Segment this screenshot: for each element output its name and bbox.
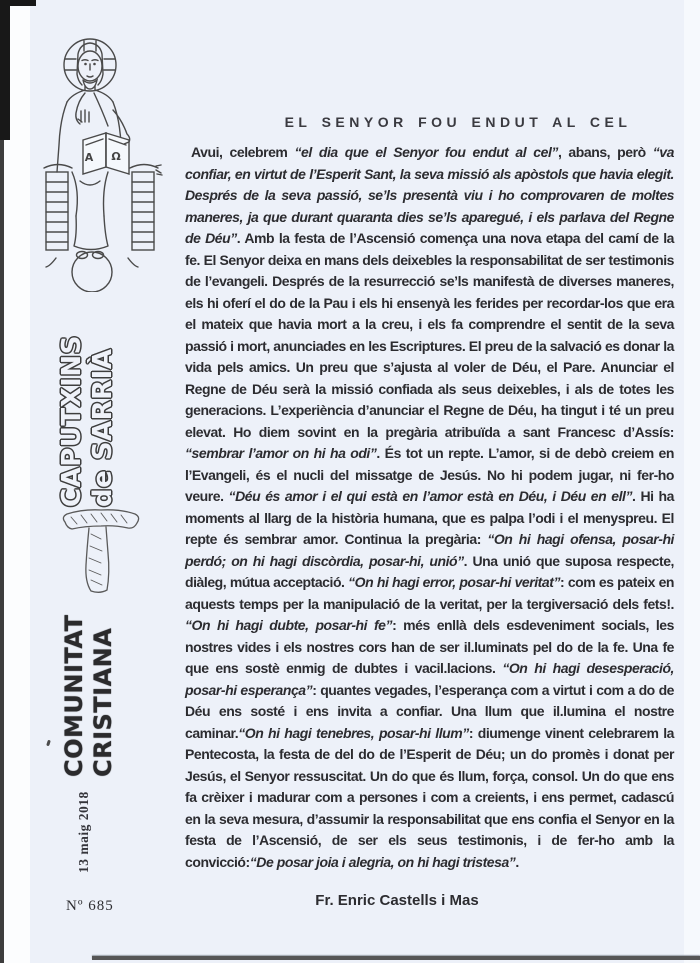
scan-speck [46,740,51,747]
omega-glyph: Ω [111,150,121,163]
scan-right-strip [684,0,700,963]
quoted-text: “sembrar l’amor on hi ha odi” [185,445,377,461]
body-text: : més enllà dels esdeveniment socials, les nostres vides i els nostres cors han de ser il.luminats pel do de la fe. Una fe que ens sostè enmig de dubtes i vacil.lacions. [185,617,674,676]
caputxins-de-sarria-logo [57,325,119,507]
body-text: : com es pateix en aquests temps per la manipulació de la veritat, per la tergiversació dels fets!. [185,574,675,612]
body-text: . Una unió que suposa respecte, diàleg, mútua acceptació. [185,552,674,590]
quoted-text: “On hi hagi tenebres, posar-hi llum” [238,724,469,741]
quoted-text: “el dia que el Senyor fou endut al cel” [294,144,558,160]
scan-edge-left [0,0,4,963]
body-text: : quantes vegades, l’esperança com a virtut i com a do de Déu ens sosté i ens invita a confiar. Una llum que il.lumina el nostre caminar. [185,681,675,741]
caputxins-logo-line1: CAPUTXINS [57,335,87,507]
caputxins-logo-line2: de SARRIÀ [88,348,118,507]
quoted-text: “va confiar, en virtut de l’Esperit Sant, la seva missió als apòstols que havia elegit. Després de la seva passió, se’ls presentà viu i ho comprovaren de moltes maneres, ja que durant quaranta dies se’ls aparegué, i els parlava del Regne de Déu” [185,144,674,246]
body-text: . És tot un repte. L’amor, si de debò creiem en l’Evangeli, és el nucli del missatge de Jesús. No hi podem jugar, ni fer-ho veure. [185,445,674,504]
comunitat-cristiana-logo [60,615,118,777]
quoted-text: “On hi hagi desesperació, posar-hi esperança” [185,660,674,698]
quoted-text: “On hi hagi dubte, posar-hi fe” [185,617,393,633]
scan-edge-bottom [92,956,700,960]
body-text: Avui, celebrem [191,144,295,160]
quoted-text: “On hi hagi ofensa, posar-hi perdó; on hi hagi discòrdia, posar-hi, unió” [185,531,674,569]
body-text: : diumenge vinent celebrarem la Pentecosta, la festa de del do de l’Esperit de Déu; un do promès i donat per Jesús, el Senyor ressuscitat. Un do que és llum, força, consol. Un do que ens fa crèixer i madurar com a persones i com a creients, i ens permet, cadascú en la seva mesura, d’assumir la responsabilitat que ens confia el Senyor en la festa de l’Ascensió, de ser els seus testimonis, i de fer-ho amb la convicció: [185,724,674,870]
scan-edge-top [0,0,36,6]
body-text: . Amb la festa de l’Ascensió comença una nova etapa del camí de la fe. El Senyor deixa en mans dels deixebles la responsabilitat de ser testimonis de l’evangeli. Després de la resurrecció se’ls manifestà de diverses maneres, els hi oferí el do de la Pau i els hi ensenyà les ferides per recordar-los que era el mateix que havia mort a la creu, i els fa comprendre el sentit de la seva passió i mort, anunciades en les Escriptures. El preu de la salvació es donar la vida pels amics. Un preu que s’ajusta al voler de Déu, el Pare. Anunciar el Regne de Déu serà la missió confiada als seus deixebles, i als de totes les generacions. L’experiència d’anunciar el Regne de Déu, ha tingut i té un preu elevat. Ho diem sovint en la pregària atribuïda a sant Francesc d’Assís: [185,230,674,440]
article-title: EL SENYOR FOU ENDUT AL CEL [284,114,632,130]
alpha-glyph: Α [84,151,94,164]
comunitat-logo-line2: CRISTIANA [89,627,117,777]
body-text: . [515,853,519,870]
quoted-text: “Déu és amor i el qui està en l’amor està en Déu, i Déu en ell” [228,488,633,504]
quoted-text: “De posar joia i alegria, on hi hagi tristesa” [249,853,516,870]
issue-number: Nº 685 [66,898,114,914]
author-signature: Fr. Enric Castells i Mas [315,892,479,909]
quoted-text: “On hi hagi error, posar-hi veritat” [348,574,560,590]
scan-margin-strip [4,0,30,963]
christ-pantocrator-illustration [36,20,166,292]
issue-date: 13 maig 2018 [76,791,91,873]
comunitat-logo-line1: COMUNITAT [60,614,88,777]
tau-cross-icon [58,503,142,595]
scan-edge-corner [0,0,10,140]
article-body [185,142,674,873]
body-text: . Hi ha moments al llarg de la història humana, que es palpa l’odi i el menyspreu. El repte és sembrar amor. Continua la pregària: [185,488,674,547]
body-text: , abans, però [557,144,653,160]
